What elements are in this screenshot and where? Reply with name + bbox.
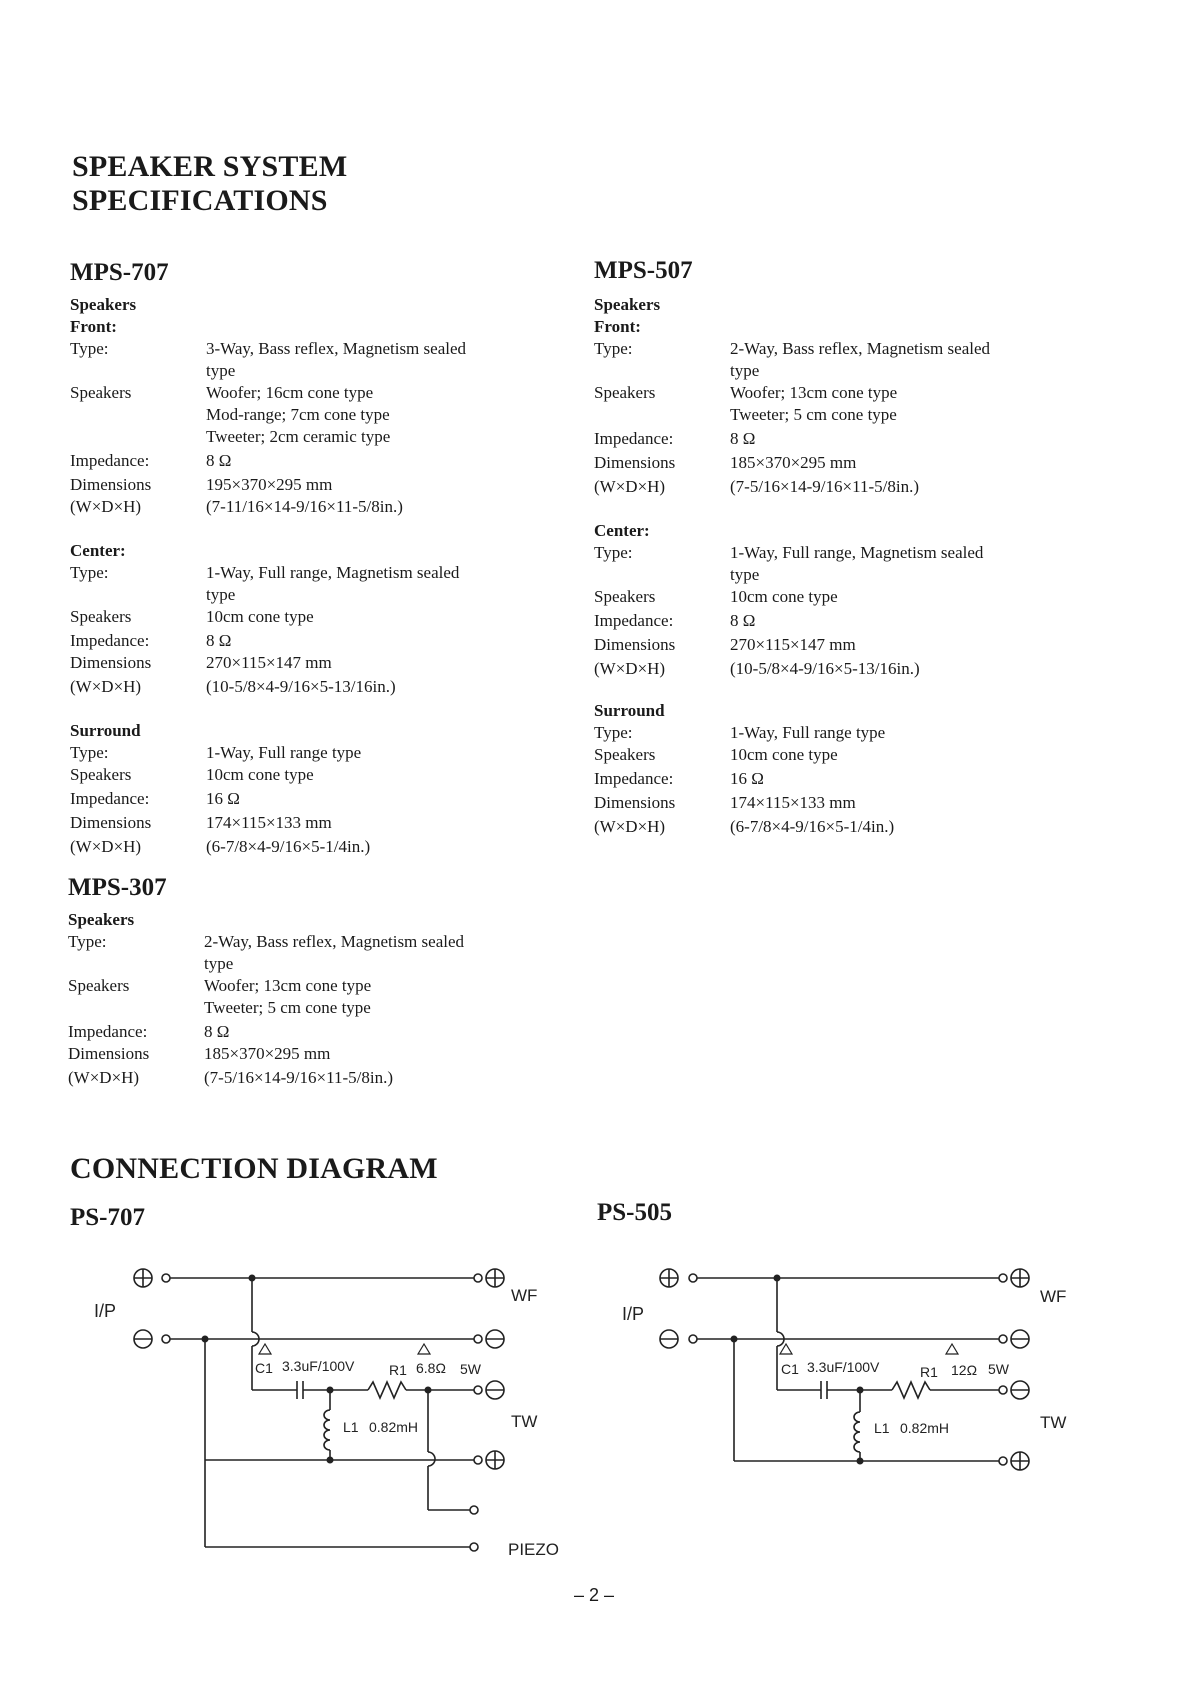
spec-label: Dimensions	[594, 793, 676, 812]
spec-label: Type:	[68, 932, 107, 951]
spec-value: 10cm cone type	[206, 607, 314, 626]
spec-label: Dimensions	[70, 475, 152, 494]
spec-label: (W×D×H)	[70, 677, 142, 696]
ps707-input-minus-icon	[134, 1330, 152, 1348]
ps505-tw-label: TW	[1040, 1413, 1067, 1432]
spec-value: Tweeter; 5 cm cone type	[730, 405, 897, 424]
spec-label: Impedance:	[594, 769, 674, 788]
mps707-center-heading: Center:	[70, 541, 126, 560]
spec-value: 2-Way, Bass reflex, Magnetism sealed	[204, 932, 465, 951]
ps505-l1-value: 0.82mH	[900, 1420, 950, 1436]
spec-value: 185×370×295 mm	[730, 453, 857, 472]
mps307-speakers-heading: Speakers	[68, 910, 135, 929]
spec-value: Woofer; 13cm cone type	[204, 976, 372, 995]
page-title-line2: SPECIFICATIONS	[72, 184, 328, 217]
spec-value: Tweeter; 5 cm cone type	[204, 998, 371, 1017]
mps707-model: MPS-707	[70, 259, 169, 286]
ps505-input-plus-icon	[660, 1269, 678, 1287]
ps707-wf-plus-icon	[486, 1269, 504, 1287]
page-number: – 2 –	[574, 1585, 615, 1605]
spec-value: 1-Way, Full range, Magnetism sealed	[206, 563, 460, 582]
spec-value: 8 Ω	[206, 631, 232, 650]
spec-value: (10-5/8×4-9/16×5-13/16in.)	[206, 677, 396, 696]
spec-value: (7-5/16×14-9/16×11-5/8in.)	[204, 1068, 393, 1087]
ps707-input-plus-icon	[134, 1269, 152, 1287]
spec-value: 195×370×295 mm	[206, 475, 333, 494]
spec-value: 174×115×133 mm	[730, 793, 856, 812]
spec-label: Speakers	[594, 587, 656, 606]
spec-value: (10-5/8×4-9/16×5-13/16in.)	[730, 659, 920, 678]
spec-value: type	[206, 361, 236, 380]
ps505-l1-label: L1	[874, 1420, 890, 1436]
spec-label: (W×D×H)	[70, 497, 142, 516]
spec-value: 185×370×295 mm	[204, 1044, 331, 1063]
connection-title: CONNECTION DIAGRAM	[70, 1152, 438, 1185]
spec-value: (7-5/16×14-9/16×11-5/8in.)	[730, 477, 919, 496]
spec-label: Impedance:	[70, 789, 150, 808]
spec-label: Speakers	[70, 607, 132, 626]
spec-label: (W×D×H)	[594, 817, 666, 836]
ps505-wf-minus-icon	[1011, 1330, 1029, 1348]
spec-label: Impedance:	[594, 611, 674, 630]
spec-value: 8 Ω	[730, 611, 756, 630]
ps707-input-label: I/P	[94, 1301, 117, 1321]
mps507-spec	[594, 256, 1074, 856]
spec-label: (W×D×H)	[70, 837, 142, 856]
mps507-front-heading: Front:	[594, 317, 641, 336]
spec-label: Dimensions	[594, 635, 676, 654]
spec-value: (7-11/16×14-9/16×11-5/8in.)	[206, 497, 403, 516]
ps505-tw-minus-icon	[1011, 1381, 1029, 1399]
mps707-spec	[70, 258, 530, 858]
ps505-wf-plus-icon	[1011, 1269, 1029, 1287]
spec-value: 10cm cone type	[730, 587, 838, 606]
ps707-l1-label: L1	[343, 1419, 359, 1435]
spec-label: Type:	[594, 723, 633, 742]
ps707-r1-value: 6.8Ω	[416, 1360, 446, 1376]
spec-label: Speakers	[70, 383, 132, 402]
spec-value: 2-Way, Bass reflex, Magnetism sealed	[730, 339, 991, 358]
mps707-speakers-heading: Speakers	[70, 295, 137, 314]
ps505-schematic	[600, 1250, 1080, 1480]
spec-label: Dimensions	[68, 1044, 150, 1063]
spec-label: Type:	[70, 563, 109, 582]
spec-value: 16 Ω	[730, 769, 764, 788]
spec-value: 174×115×133 mm	[206, 813, 332, 832]
spec-label: Speakers	[68, 976, 130, 995]
ps707-schematic	[0, 1250, 600, 1570]
ps505-c1-label: C1	[781, 1361, 799, 1377]
spec-label: (W×D×H)	[594, 477, 666, 496]
spec-label: Type:	[594, 543, 633, 562]
spec-value: 10cm cone type	[206, 765, 314, 784]
spec-value: type	[730, 361, 760, 380]
spec-label: Speakers	[70, 765, 132, 784]
ps707-piezo-label: PIEZO	[508, 1540, 560, 1559]
spec-value: 3-Way, Bass reflex, Magnetism sealed	[206, 339, 467, 358]
spec-label: Dimensions	[70, 813, 152, 832]
ps707-wf-minus-icon	[486, 1330, 504, 1348]
spec-label: Type:	[70, 339, 109, 358]
spec-value: 10cm cone type	[730, 745, 838, 764]
ps505-c1-warning-icon	[780, 1344, 792, 1354]
spec-value: 1-Way, Full range type	[730, 723, 886, 742]
ps505-model: PS-505	[597, 1199, 672, 1226]
mps707-surround-heading: Surround	[70, 721, 141, 740]
spec-value: type	[204, 954, 234, 973]
spec-value: Mod-range; 7cm cone type	[206, 405, 390, 424]
ps707-l1-value: 0.82mH	[369, 1419, 419, 1435]
mps307-model: MPS-307	[68, 874, 167, 901]
spec-value: (6-7/8×4-9/16×5-1/4in.)	[206, 837, 371, 856]
ps505-input-label: I/P	[622, 1304, 645, 1324]
spec-value: 1-Way, Full range type	[206, 743, 362, 762]
page-title-line1: SPEAKER SYSTEM	[72, 150, 348, 183]
ps505-r1-power: 5W	[988, 1361, 1009, 1377]
ps707-c1-value: 3.3uF/100V	[282, 1358, 355, 1374]
page-title	[72, 150, 347, 218]
ps505-r1-value: 12Ω	[951, 1362, 978, 1378]
spec-value: 1-Way, Full range, Magnetism sealed	[730, 543, 984, 562]
spec-label: Speakers	[594, 745, 656, 764]
spec-value: Tweeter; 2cm ceramic type	[206, 427, 391, 446]
spec-value: Woofer; 16cm cone type	[206, 383, 374, 402]
spec-value: type	[206, 585, 236, 604]
mps507-model: MPS-507	[594, 257, 693, 284]
mps507-speakers-heading: Speakers	[594, 295, 661, 314]
spec-value: type	[730, 565, 760, 584]
ps505-r1-label: R1	[920, 1364, 938, 1380]
mps507-center-heading: Center:	[594, 521, 650, 540]
ps707-tw-label: TW	[511, 1412, 538, 1431]
spec-value: 16 Ω	[206, 789, 240, 808]
ps707-r1-label: R1	[389, 1362, 407, 1378]
spec-label: Impedance:	[594, 429, 674, 448]
ps505-input-minus-icon	[660, 1330, 678, 1348]
spec-label: (W×D×H)	[68, 1068, 140, 1087]
ps707-r1-power: 5W	[460, 1361, 481, 1377]
ps707-wf-label: WF	[511, 1286, 538, 1305]
spec-value: 270×115×147 mm	[730, 635, 856, 654]
spec-label: Dimensions	[594, 453, 676, 472]
spec-value: Woofer; 13cm cone type	[730, 383, 898, 402]
ps505-wf-label: WF	[1040, 1287, 1067, 1306]
ps707-model: PS-707	[70, 1204, 145, 1231]
spec-value: 8 Ω	[206, 451, 232, 470]
spec-label: Impedance:	[68, 1022, 148, 1041]
spec-label: Impedance:	[70, 631, 150, 650]
spec-value: 8 Ω	[730, 429, 756, 448]
mps307-spec	[68, 873, 528, 1093]
ps707-r1-warning-icon	[418, 1344, 430, 1354]
spec-value: 8 Ω	[204, 1022, 230, 1041]
spec-label: Impedance:	[70, 451, 150, 470]
spec-label: Speakers	[594, 383, 656, 402]
ps707-tw-minus-icon	[486, 1381, 504, 1399]
ps707-tw-plus-icon	[486, 1451, 504, 1469]
spec-label: Type:	[594, 339, 633, 358]
ps707-c1-warning-icon	[259, 1344, 271, 1354]
spec-label: Dimensions	[70, 653, 152, 672]
spec-label: (W×D×H)	[594, 659, 666, 678]
spec-value: 270×115×147 mm	[206, 653, 332, 672]
ps505-tw-plus-icon	[1011, 1452, 1029, 1470]
ps707-c1-label: C1	[255, 1360, 273, 1376]
ps505-c1-value: 3.3uF/100V	[807, 1359, 880, 1375]
ps505-r1-warning-icon	[946, 1344, 958, 1354]
spec-label: Type:	[70, 743, 109, 762]
mps507-surround-heading: Surround	[594, 701, 665, 720]
spec-value: (6-7/8×4-9/16×5-1/4in.)	[730, 817, 895, 836]
mps707-front-heading: Front:	[70, 317, 117, 336]
